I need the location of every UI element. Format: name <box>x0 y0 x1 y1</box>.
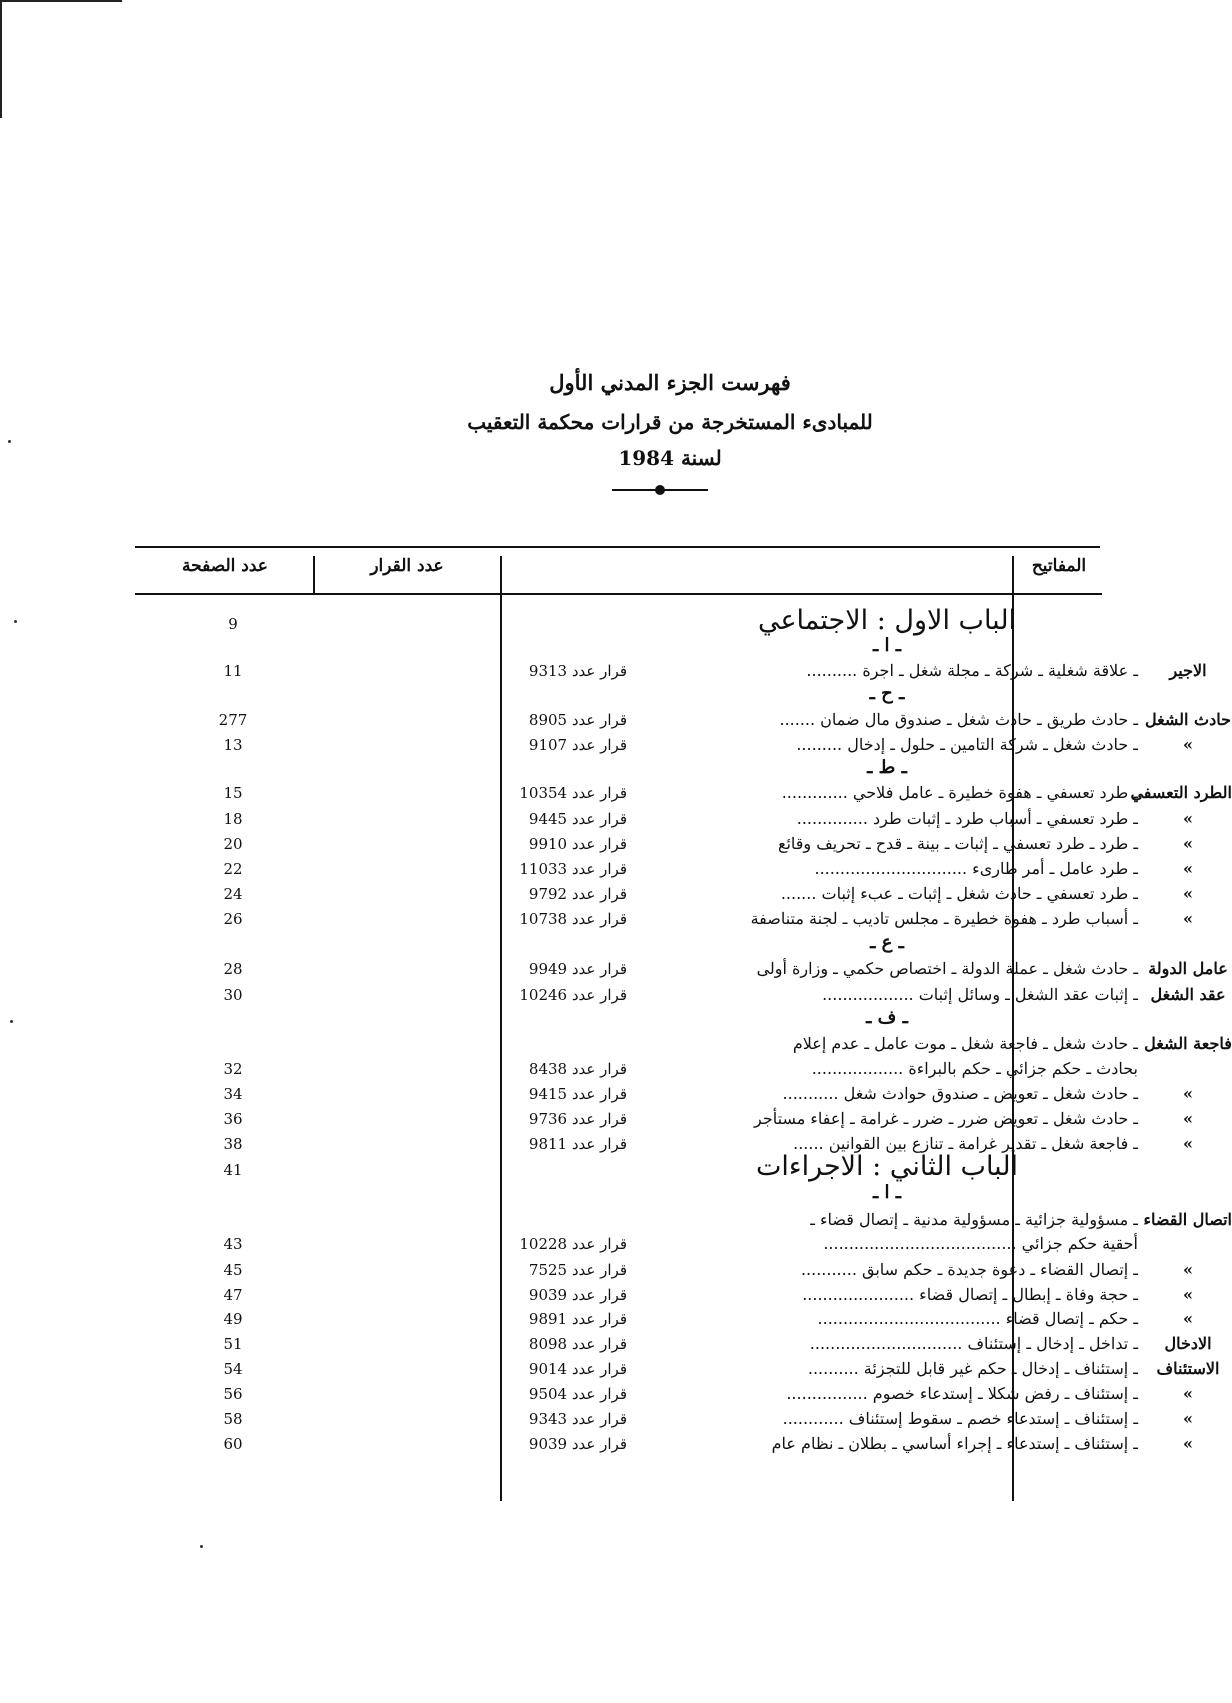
column-header-keywords: المفاتيح <box>1031 556 1087 576</box>
keyword: اتصال القضاء <box>1143 1210 1232 1229</box>
entry-description: ـ إستئناف ـ رفض شكلا ـ إستدعاء خصوم ................ <box>786 1384 1138 1403</box>
entry-description: ـ مسؤولية جزائية ـ مسؤولية مدنية ـ إتصال قضاء ـ <box>810 1210 1138 1229</box>
entry-description: ـ فاجعة شغل ـ تقدير غرامة ـ تنازع بين القوانين ...... <box>793 1134 1138 1153</box>
keyword: » <box>1183 859 1193 878</box>
entry-description: ـ طرد تعسفي ـ هفوة خطيرة ـ عامل فلاحي ............. <box>781 783 1138 802</box>
entry-description: ـ حكم ـ إتصال قضاء .................................... <box>817 1309 1138 1328</box>
page-number: 30 <box>223 986 243 1004</box>
entry-description: ـ علاقة شغلية ـ شركة ـ مجلة شغل ـ اجرة .......... <box>806 661 1138 680</box>
table-row <box>130 1332 1212 1356</box>
page-number: 41 <box>223 1161 243 1179</box>
keyword: » <box>1183 1409 1193 1428</box>
table-row <box>130 1208 1232 1232</box>
page-number: 32 <box>223 1060 243 1078</box>
entry-description: ـ حادث شغل ـ تعويض ضرر ـ ضرر ـ غرامة ـ إعفاء مستأجر <box>754 1109 1138 1128</box>
chapter-heading: الباب الثاني : الاجراءات <box>755 1151 1019 1182</box>
table-row <box>130 1258 1193 1282</box>
column-header-page: عدد الصفحة <box>182 556 268 576</box>
index-year: لسنة 1984 <box>618 446 722 470</box>
page-number: 43 <box>223 1235 243 1253</box>
keyword: الطرد التعسفي <box>1130 783 1232 802</box>
page-number: 58 <box>223 1410 243 1428</box>
page-number: 9 <box>228 615 238 633</box>
letter-heading: ـ ا ـ <box>872 635 902 656</box>
scan-speck <box>14 620 17 623</box>
decision-number: قرار عدد 9039 <box>528 1286 627 1304</box>
keyword: » <box>1183 1434 1193 1453</box>
decision-number: قرار عدد 9910 <box>528 835 627 853</box>
letter-heading: ـ ح ـ <box>869 683 905 704</box>
decision-number: قرار عدد 9504 <box>528 1385 627 1403</box>
table-row <box>130 733 1193 757</box>
table-row <box>130 1182 1088 1206</box>
table-row <box>130 635 1088 659</box>
keyword: » <box>1183 809 1193 828</box>
page-number: 54 <box>223 1360 243 1378</box>
table-row <box>130 1307 1193 1331</box>
table-row <box>130 1407 1193 1431</box>
scan-speck <box>10 1020 13 1023</box>
table-row <box>130 1057 1138 1081</box>
page-number: 60 <box>223 1435 243 1453</box>
decision-number: قرار عدد 8438 <box>528 1060 627 1078</box>
table-row <box>130 1232 1138 1256</box>
keyword: الادخال <box>1164 1334 1212 1353</box>
table-row <box>130 807 1193 831</box>
page-number: 13 <box>223 736 243 754</box>
scan-speck <box>8 440 11 443</box>
keyword: عامل الدولة <box>1148 959 1228 978</box>
table-row <box>130 757 1088 781</box>
table-row <box>130 1032 1232 1056</box>
page-number: 45 <box>223 1261 243 1279</box>
letter-heading: ـ ع ـ <box>870 932 904 953</box>
entry-description: ـ طرد تعسفي ـ حادث شغل ـ إثبات ـ عبء إثبات ....... <box>780 884 1138 903</box>
page-number: 15 <box>223 784 243 802</box>
page-number: 51 <box>223 1335 243 1353</box>
table-row <box>130 1357 1220 1381</box>
decision-number: قرار عدد 9811 <box>528 1135 627 1153</box>
entry-description: ـ حجة وفاة ـ إبطال ـ إتصال قضاء ...................... <box>802 1285 1138 1304</box>
table-row <box>130 1283 1193 1307</box>
keyword: حادث الشغل <box>1145 710 1231 729</box>
letter-heading: ـ ا ـ <box>872 1182 902 1203</box>
decision-number: قرار عدد 10228 <box>519 1235 627 1253</box>
page-number: 38 <box>223 1135 243 1153</box>
page-number: 20 <box>223 835 243 853</box>
page-number: 36 <box>223 1110 243 1128</box>
keyword: » <box>1183 909 1193 928</box>
table-row <box>130 857 1193 881</box>
table-header-rule <box>135 593 1102 595</box>
column-header-decision: عدد القرار <box>370 556 444 576</box>
column-divider <box>313 556 315 594</box>
table-row <box>130 1382 1193 1406</box>
keyword: » <box>1183 1109 1193 1128</box>
entry-description: ـ أسباب طرد ـ هفوة خطيرة ـ مجلس تاديب ـ لجنة متناصفة <box>750 909 1138 928</box>
keyword: » <box>1183 884 1193 903</box>
decision-number: قرار عدد 10738 <box>519 910 627 928</box>
decision-number: قرار عدد 9313 <box>528 662 627 680</box>
table-row <box>130 832 1193 856</box>
decision-number: قرار عدد 9445 <box>528 810 627 828</box>
entry-description: ـ حادث شغل ـ فاجعة شغل ـ موت عامل ـ عدم إعلام <box>792 1034 1138 1053</box>
decision-number: قرار عدد 9039 <box>528 1435 627 1453</box>
decision-number: قرار عدد 10354 <box>519 784 627 802</box>
table-row <box>130 1432 1193 1456</box>
keyword: فاجعة الشغل <box>1144 1034 1232 1053</box>
scan-edge-mark-top <box>0 0 122 2</box>
decision-number: قرار عدد 9014 <box>528 1360 627 1378</box>
entry-description: ـ إستئناف ـ إدخال ـ حكم غير قابل للتجزئة .......... <box>807 1359 1138 1378</box>
table-row <box>130 1082 1193 1106</box>
keyword: » <box>1183 1084 1193 1103</box>
page-number: 18 <box>223 810 243 828</box>
table-row <box>130 708 1231 732</box>
table-row <box>130 907 1193 931</box>
page-number: 49 <box>223 1310 243 1328</box>
letter-heading: ـ ف ـ <box>866 1007 908 1028</box>
table-row <box>130 659 1207 683</box>
table-row <box>130 1151 1088 1182</box>
entry-description: ـ حادث شغل ـ تعويض ـ صندوق حوادث شغل ........... <box>782 1084 1138 1103</box>
page-number: 24 <box>223 885 243 903</box>
page-number: 28 <box>223 960 243 978</box>
index-title: فهرست الجزء المدني الأول <box>549 370 791 395</box>
entry-description: ـ حادث شغل ـ شركة التامين ـ حلول ـ إدخال ......... <box>796 735 1138 754</box>
decision-number: قرار عدد 9736 <box>528 1110 627 1128</box>
decision-number: قرار عدد 9891 <box>528 1310 627 1328</box>
page-number: 34 <box>223 1085 243 1103</box>
page-number: 11 <box>223 662 243 680</box>
keyword: عقد الشغل <box>1150 985 1226 1004</box>
page-number: 277 <box>218 711 248 729</box>
decision-number: قرار عدد 9343 <box>528 1410 627 1428</box>
table-row <box>130 781 1232 805</box>
decision-number: قرار عدد 9415 <box>528 1085 627 1103</box>
page-number: 26 <box>223 910 243 928</box>
keyword: الاستئناف <box>1156 1359 1220 1378</box>
scan-edge-mark <box>0 0 2 118</box>
decision-number: قرار عدد 8098 <box>528 1335 627 1353</box>
page-number: 47 <box>223 1286 243 1304</box>
decision-number: قرار عدد 7525 <box>528 1261 627 1279</box>
page-number: 22 <box>223 860 243 878</box>
chapter-heading: الباب الاول : الاجتماعي <box>757 605 1017 636</box>
decision-number: قرار عدد 8905 <box>528 711 627 729</box>
keyword: » <box>1183 1134 1193 1153</box>
entry-description: بحادث ـ حكم جزائي ـ حكم بالبراءة .................. <box>811 1059 1138 1078</box>
title-ornament <box>612 484 708 496</box>
entry-description: ـ إتصال القضاء ـ دعوة جديدة ـ حكم سابق ........... <box>800 1260 1138 1279</box>
keyword: » <box>1183 834 1193 853</box>
entry-description: ـ طرد ـ طرد تعسفي ـ إثبات ـ بينة ـ قدح ـ تحريف وقائع <box>777 834 1138 853</box>
table-row <box>130 683 1088 707</box>
decision-number: قرار عدد 9792 <box>528 885 627 903</box>
keyword: » <box>1183 1285 1193 1304</box>
decision-number: قرار عدد 11033 <box>519 860 627 878</box>
table-row <box>130 983 1226 1007</box>
entry-description: ـ طرد عامل ـ أمر طارىء .............................. <box>814 859 1138 878</box>
scan-speck <box>200 1545 203 1548</box>
entry-description: أحقية حكم جزائي ...................................... <box>823 1234 1138 1253</box>
entry-description: ـ حادث طريق ـ حادث شغل ـ صندوق مال ضمان ....... <box>779 710 1138 729</box>
table-top-rule <box>135 546 1100 548</box>
entry-description: ـ إثبات عقد الشغل ـ وسائل إثبات .................. <box>822 985 1138 1004</box>
keyword: » <box>1183 1260 1193 1279</box>
letter-heading: ـ ط ـ <box>867 757 907 778</box>
entry-description: ـ طرد تعسفي ـ أسباب طرد ـ إثبات طرد .............. <box>796 809 1138 828</box>
keyword: » <box>1183 735 1193 754</box>
entry-description: ـ تداخل ـ إدخال ـ إستئناف .............................. <box>809 1334 1138 1353</box>
entry-description: ـ حادث شغل ـ عملة الدولة ـ اختصاص حكمي ـ وزارة أولى <box>756 959 1138 978</box>
table-row <box>130 932 1088 956</box>
page-number: 56 <box>223 1385 243 1403</box>
decision-number: قرار عدد 9949 <box>528 960 627 978</box>
table-row <box>130 882 1193 906</box>
keyword: الاجير <box>1169 661 1207 680</box>
table-row <box>130 605 1088 636</box>
decision-number: قرار عدد 9107 <box>528 736 627 754</box>
table-row <box>130 1107 1193 1131</box>
index-subtitle: للمبادىء المستخرجة من قرارات محكمة التعقيب <box>467 410 873 434</box>
entry-description: ـ إستئناف ـ إستدعاء ـ إجراء أساسي ـ بطلان ـ نظام عام <box>771 1434 1138 1453</box>
entry-description: ـ إستئناف ـ إستدعاء خصم ـ سقوط إستئناف ............ <box>782 1409 1138 1428</box>
decision-number: قرار عدد 10246 <box>519 986 627 1004</box>
table-row <box>130 1007 1088 1031</box>
keyword: » <box>1183 1309 1193 1328</box>
keyword: » <box>1183 1384 1193 1403</box>
table-row <box>130 957 1228 981</box>
